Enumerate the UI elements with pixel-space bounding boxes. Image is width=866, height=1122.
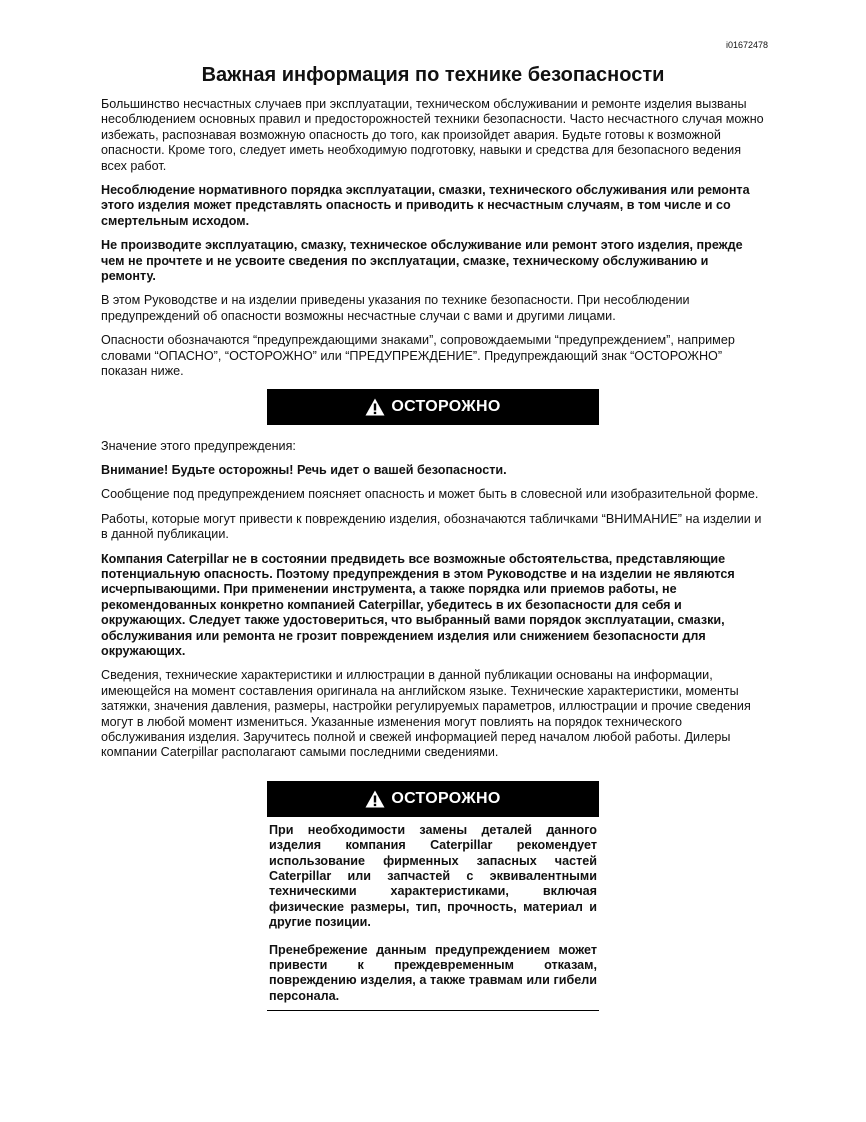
danger-statement: Несоблюдение нормативного порядка эксплуатации, смазки, технического обслуживания или ремонта этого изделия может представлять опасность и приводить к несчастным случаям, в том числе и со смертельным исходом. [101,183,750,228]
read-before-use-statement: Не производите эксплуатацию, смазку, техническое обслуживание или ремонт этого изделия, прежде чем не прочтете и не усвоите сведения по эксплуатации, смазке, техническому обслуживанию и ремонту. [101,238,743,284]
hazard-signs-paragraph: Опасности обозначаются “предупреждающими знаками”, сопровождаемыми “предупреждением”, например словами “ОПАСНО”, “ОСТОРОЖНО” или “ПРЕДУПРЕЖДЕНИЕ”. Предупреждающий знак “ОСТОРОЖНО” показан ниже. [101,333,735,379]
warning-label: ОСТОРОЖНО [391,397,501,415]
safety-instructions-paragraph: В этом Руководстве и на изделии приведены указания по технике безопасности. При несоблюдении предупреждений об опасности возможны несчастные случаи с вами и другими лицами. [101,293,690,323]
intro-paragraph: Большинство несчастных случаев при эксплуатации, техническом обслуживании и ремонте изделия вызваны несоблюдением основных правил и предосторожностей техники безопасности. Часто несчастного случая можно избежать, распознавая возможную опасность до того, как произойдет авария. Будьте готовы к возможной опасности. Кроме того, следует иметь необходимую подготовку, навыки и средства для безопасного ведения всех работ. [101,97,764,173]
document-id: i01672478 [725,40,768,50]
warning-label: ОСТОРОЖНО [391,789,501,807]
page-title: Важная информация по технике безопасности [201,64,665,86]
parts-warning-box [267,781,599,1011]
page-content [101,64,765,1011]
attention-statement: Внимание! Будьте осторожны! Речь идет о вашей безопасности. [101,462,507,477]
warning-triangle-icon [365,790,385,808]
warning-triangle-icon [365,398,385,416]
warning-meaning-label: Значение этого предупреждения: [101,438,296,453]
replacement-parts-text: При необходимости замены деталей данного изделия компания Caterpillar рекомендует использование фирменных запасных частей Caterpillar или запчастей с эквивалентными техническими характеристиками, включая физические размеры, тип, прочность, материал и другие позиции. [269,822,597,930]
message-explanation-paragraph: Сообщение под предупреждением поясняет опасность и может быть в словесной или изобразительной форме. [101,487,759,502]
warning-sign [267,781,599,817]
notice-paragraph: Работы, которые могут привести к повреждению изделия, обозначаются табличками “ВНИМАНИЕ” на изделии и в данной публикации. [101,511,762,542]
neglect-consequences-text: Пренебрежение данным предупреждением может привести к преждевременным отказам, повреждению изделия, а также травмам или гибели персонала. [269,942,597,1003]
caterpillar-disclaimer: Компания Caterpillar не в состоянии предвидеть все возможные обстоятельства, представляющие потенциальную опасность. Поэтому предупреждения в этом Руководстве и на изделии не являются исчерпывающими. При применении инструмента, а также порядка или приемов работы, не рекомендованных конкретно компанией Caterpillar, убедитесь в их безопасности для себя и окружающих. Следует также удостовериться, что выбранный вами порядок эксплуатации, смазки, обслуживания или ремонта не грозит повреждением изделия или снижением безопасности для окружающих. [101,551,735,658]
warning-sign [267,389,599,425]
warning-box-body [267,817,599,1011]
information-currency-paragraph: Сведения, технические характеристики и иллюстрации в данной публикации основаны на информации, имеющейся на момент составления оригинала на английском языке. Технические характеристики, моменты затяжки, значения давления, размеры, настройки регулируемых параметров, иллюстрации и прочие сведения могут в любой момент измениться. Указанные изменения могут повлиять на порядок технического обслуживания изделия. Заручитесь полной и свежей информацией перед началом любой работы. Дилеры компании Caterpillar располагают самыми последними сведениями. [101,668,751,760]
